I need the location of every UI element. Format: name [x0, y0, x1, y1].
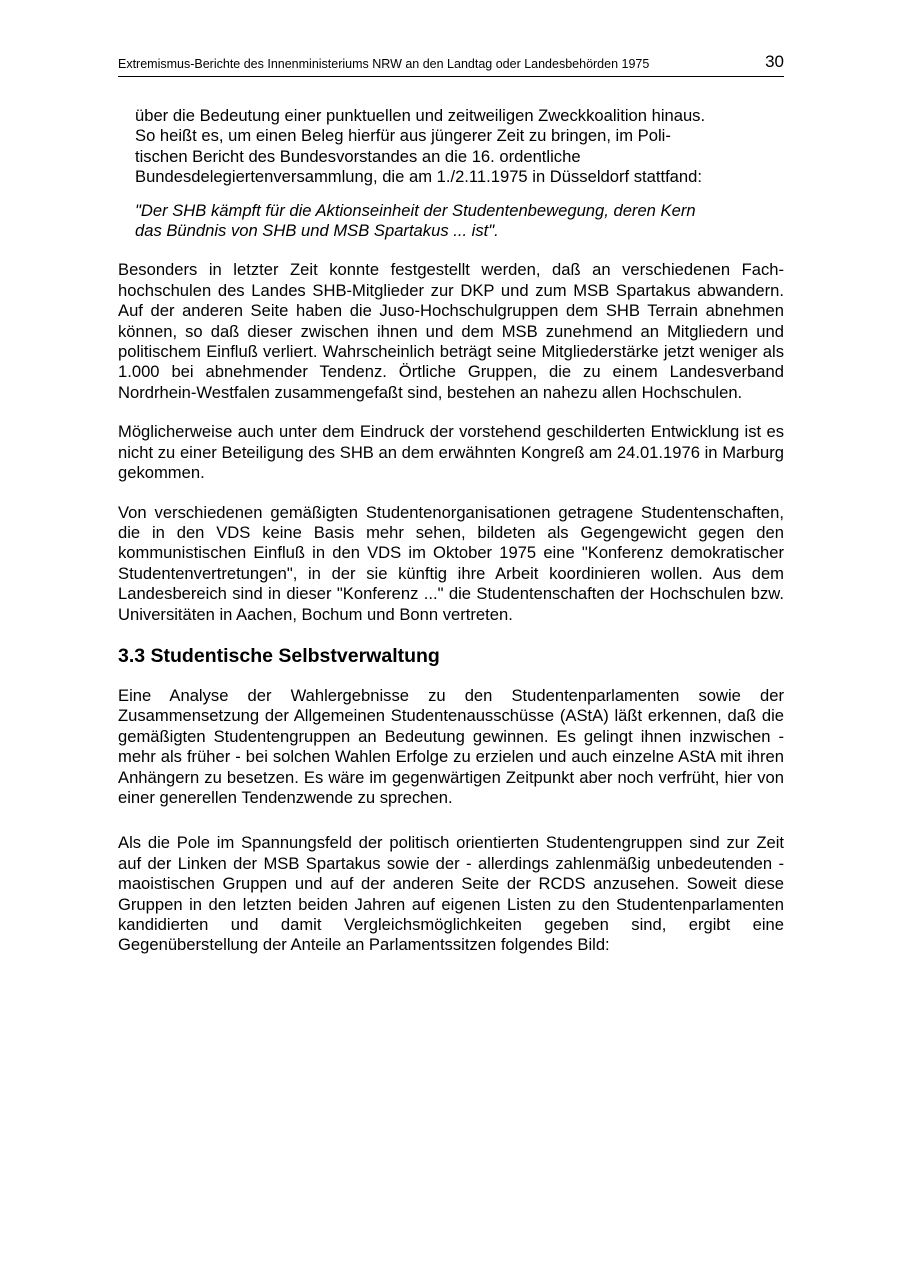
intro-line: Bundesdelegiertenversammlung, die am 1./2.11.1975 in Düsseldorf stattfand: [135, 167, 702, 187]
intro-line: tischen Bericht des Bundesvorstandes an die 16. ordentliche [135, 146, 581, 166]
quote-line: "Der SHB kämpft für die Aktionseinheit der Studentenbewegung, deren Kern [135, 200, 696, 220]
paragraph-wahlergebnisse: Eine Analyse der Wahlergebnisse zu den Studentenparlamenten sowie der Zusammensetzung der Allgemeinen Studentenausschüsse (AStA) läßt erkennen, daß die gemäßigten Studentengruppen an Bedeutung gewinnen. Es gelingt ihnen inzwischen - mehr als früher - bei solchen Wahlen Erfolge zu erzielen und auch einzelne AStA mit ihren Anhängern zu besetzen. Es wäre im gegenwärtigen Zeitpunkt aber noch verfrüht, hier von einer generellen Tendenzwende zu sprechen. [118, 685, 784, 807]
block-quote [118, 201, 784, 242]
quote-line: das Bündnis von SHB und MSB Spartakus ... ist". [135, 221, 499, 241]
intro-line: über die Bedeutung einer punktuellen und zeitweiligen Zweckkoalition hinaus. [135, 106, 706, 125]
paragraph-shb-members: Besonders in letzter Zeit konnte festgestellt werden, daß an verschiedenen Fachhochschulen des Landes SHB-Mitglieder zur DKP und zum MSB Spartakus abwandern. Auf der anderen Seite haben die Juso-Hochschulgruppen dem SHB Terrain abnehmen können, so daß dieser zwischen ihnen und dem MSB zunehmend an Mitgliedern und politischem Einfluß verliert. Wahrscheinlich beträgt seine Mitgliederstärke jetzt weniger als 1.000 bei abnehmender Tendenz. Örtliche Gruppen, die zu einem Landesverband Nordrhein-Westfalen zusammengefaßt sind, bestehen an nahezu allen Hochschulen. [118, 260, 784, 402]
intro-paragraph [118, 106, 784, 188]
section-heading: 3.3 Studentische Selbstverwaltung [118, 644, 440, 667]
page-number: 30 [765, 52, 784, 71]
intro-line: So heißt es, um einen Beleg hierfür aus jüngerer Zeit zu bringen, im Poli- [135, 126, 671, 146]
paragraph-pole: Als die Pole im Spannungsfeld der politisch orientierten Studentengruppen sind zur Zeit auf der Linken der MSB Spartakus sowie der - allerdings zahlenmäßig unbedeutenden - maoistischen Gruppen und auf der anderen Seite der RCDS anzusehen. Soweit diese Gruppen in den letzten beiden Jahren auf eigenen Listen zu den Studentenparlamenten kandidierten und damit Vergleichsmöglichkeiten gegeben sind, ergibt eine Gegenüberstellung der Anteile an Parlamentssitzen folgendes Bild: [118, 833, 784, 955]
page-header [118, 52, 784, 77]
document-title: Extremismus-Berichte des Innenministeriums NRW an den Landtag oder Landesbehörden 1975 [118, 57, 650, 71]
page-content [118, 106, 784, 956]
paragraph-konferenz: Von verschiedenen gemäßigten Studentenorganisationen getragene Studentenschaften, die in den VDS keine Basis mehr sehen, bildeten als Gegengewicht gegen den kommunistischen Einfluß in den VDS im Oktober 1975 eine "Konferenz demokratischer Studentenvertretungen", in der sie künftig ihre Arbeit koordinieren wollen. Aus dem Landesbereich sind in dieser "Konferenz ..." die Studentenschaften der Hochschulen bzw. Universitäten in Aachen, Bochum und Bonn vertreten. [118, 502, 784, 624]
paragraph-kongress: Möglicherweise auch unter dem Eindruck der vorstehend geschilderten Entwicklung ist es nicht zu einer Beteiligung des SHB an dem erwähnten Kongreß am 24.01.1976 in Marburg gekommen. [118, 422, 784, 483]
